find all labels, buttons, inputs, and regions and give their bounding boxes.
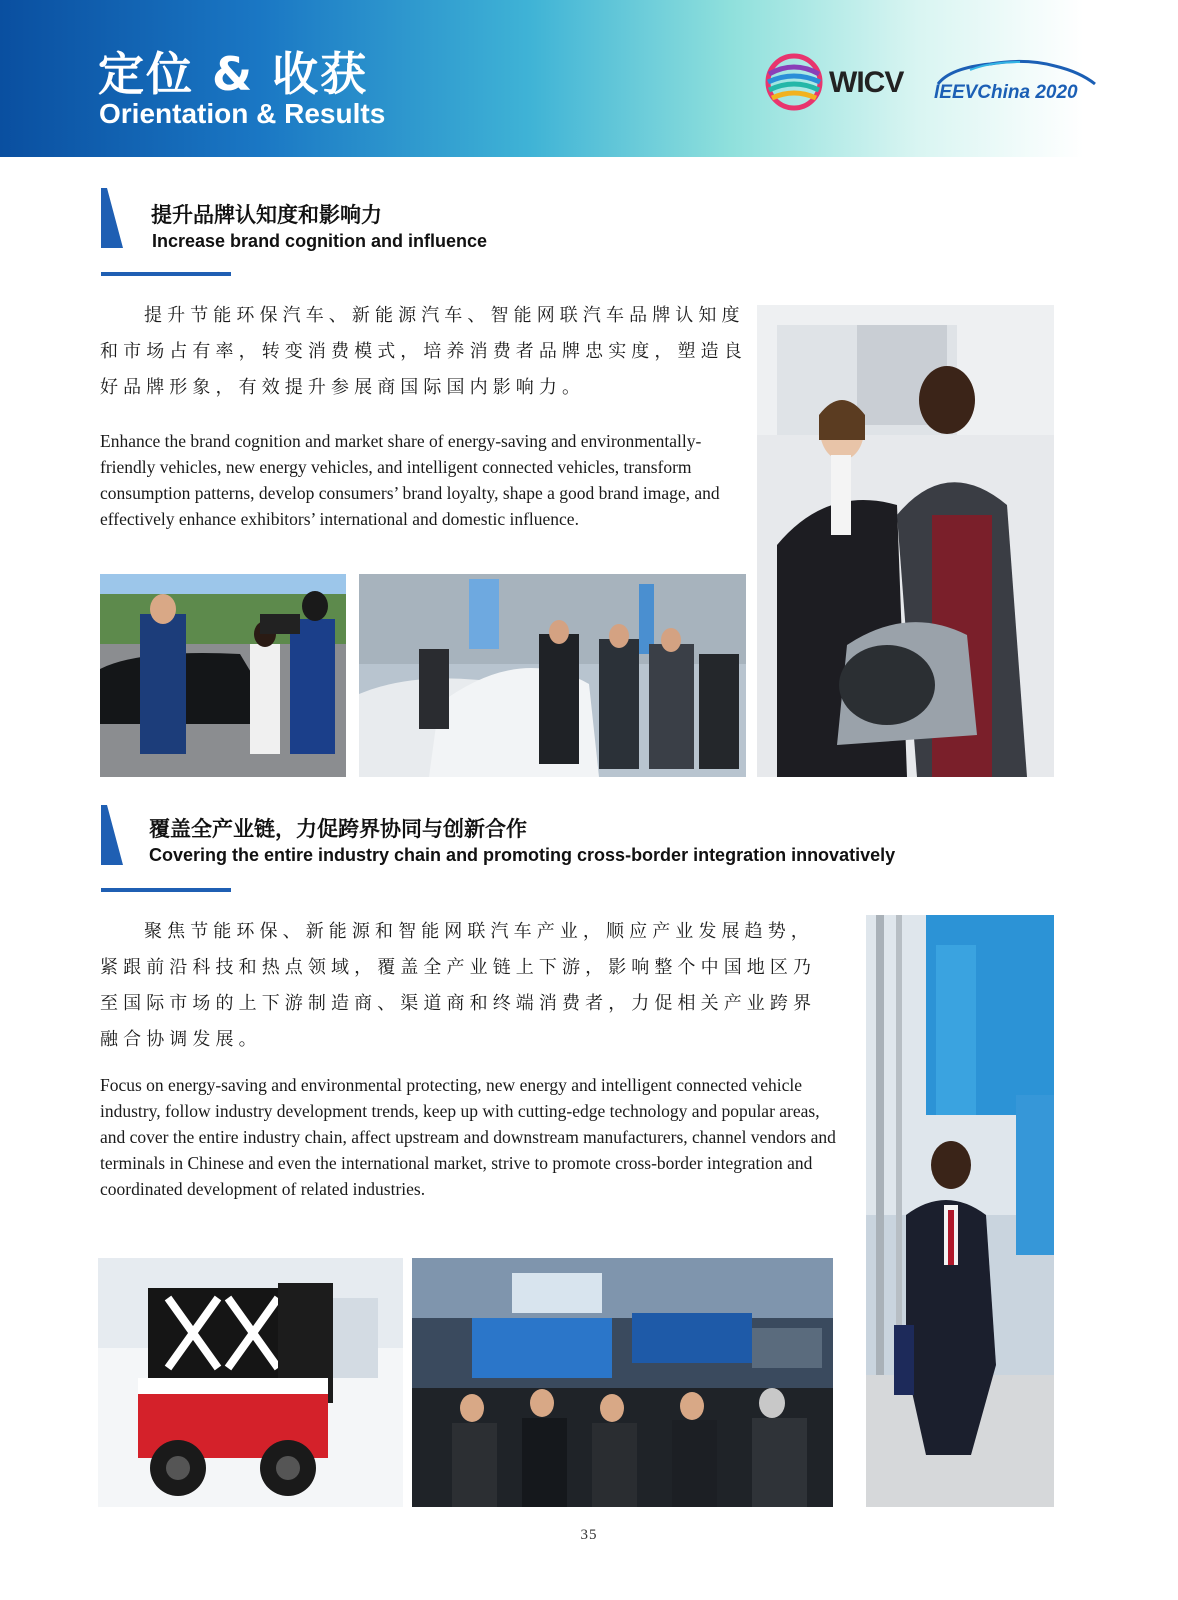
section1-paragraph-cn: 提升节能环保汽车、新能源汽车、智能网联汽车品牌认知度和市场占有率，转变消费模式，培养消费者品牌忠实度，塑造良好品牌形象，有效提升参展商国际国内影响力。 bbox=[100, 305, 747, 398]
photo-crowd-at-cars bbox=[359, 574, 746, 777]
page-title-en: Orientation & Results bbox=[99, 98, 386, 129]
section1-paragraph-en: Enhance the brand cognition and market share of energy-saving and environmentally-friendly vehicles, new energy vehicles, and intelligent connected vehicles, transform consumption patterns, develop consumers’ brand loyalty, shape a good brand image, and effectively enhance exhibitors’ international and domestic influence. bbox=[100, 431, 720, 529]
photo-exhibitors-talking bbox=[757, 305, 1054, 777]
photo-exhibition-hall-crowd bbox=[412, 1258, 833, 1507]
ieevchina-logo bbox=[930, 56, 1100, 112]
section2-paragraph-cn: 聚焦节能环保、新能源和智能网联汽车产业，顺应产业发展趋势，紧跟前沿科技和热点领域，覆盖全产业链上下游，影响整个中国地区乃至国际市场的上下游制造商、渠道商和终端消费者，力促相关产业跨界融合协调发展。 bbox=[100, 921, 817, 1050]
section-marker-icon bbox=[101, 805, 125, 865]
section-marker-icon bbox=[101, 188, 125, 248]
section1-title-cn: 提升品牌认知度和影响力 bbox=[151, 203, 382, 227]
wicv-logo bbox=[763, 52, 913, 112]
wicv-logo-text: WICV bbox=[829, 66, 904, 99]
page-number: 35 bbox=[580, 1527, 598, 1543]
section2-title-cn: 覆盖全产业链，力促跨界协同与创新合作 bbox=[149, 817, 527, 841]
photo-man-with-banners bbox=[866, 915, 1054, 1507]
photo-media-interview bbox=[100, 574, 346, 777]
section2-paragraph-en: Focus on energy-saving and environmental protecting, new energy and intelligent connected vehicle industry, follow industry development trends, keep up with cutting-edge technology and popular areas, and cover the entire industry chain, affect upstream and downstream manufacturers, channel vendors and terminals in Chinese and even the international market, strive to promote cross-border integration and coordinated development of related industries. bbox=[100, 1075, 836, 1199]
section2-divider bbox=[101, 888, 231, 892]
page-title-cn: 定位 & 收获 bbox=[98, 47, 369, 101]
section2-title-en: Covering the entire industry chain and promoting cross-border integration innovatively bbox=[149, 845, 896, 865]
section1-divider bbox=[101, 272, 231, 276]
section1-title-en: Increase brand cognition and influence bbox=[152, 231, 488, 251]
wicv-logo-mark bbox=[763, 52, 825, 112]
ieevchina-logo-text: IEEVChina 2020 bbox=[934, 82, 1078, 103]
page-header bbox=[0, 0, 1178, 157]
photo-delivery-robot bbox=[98, 1258, 403, 1507]
